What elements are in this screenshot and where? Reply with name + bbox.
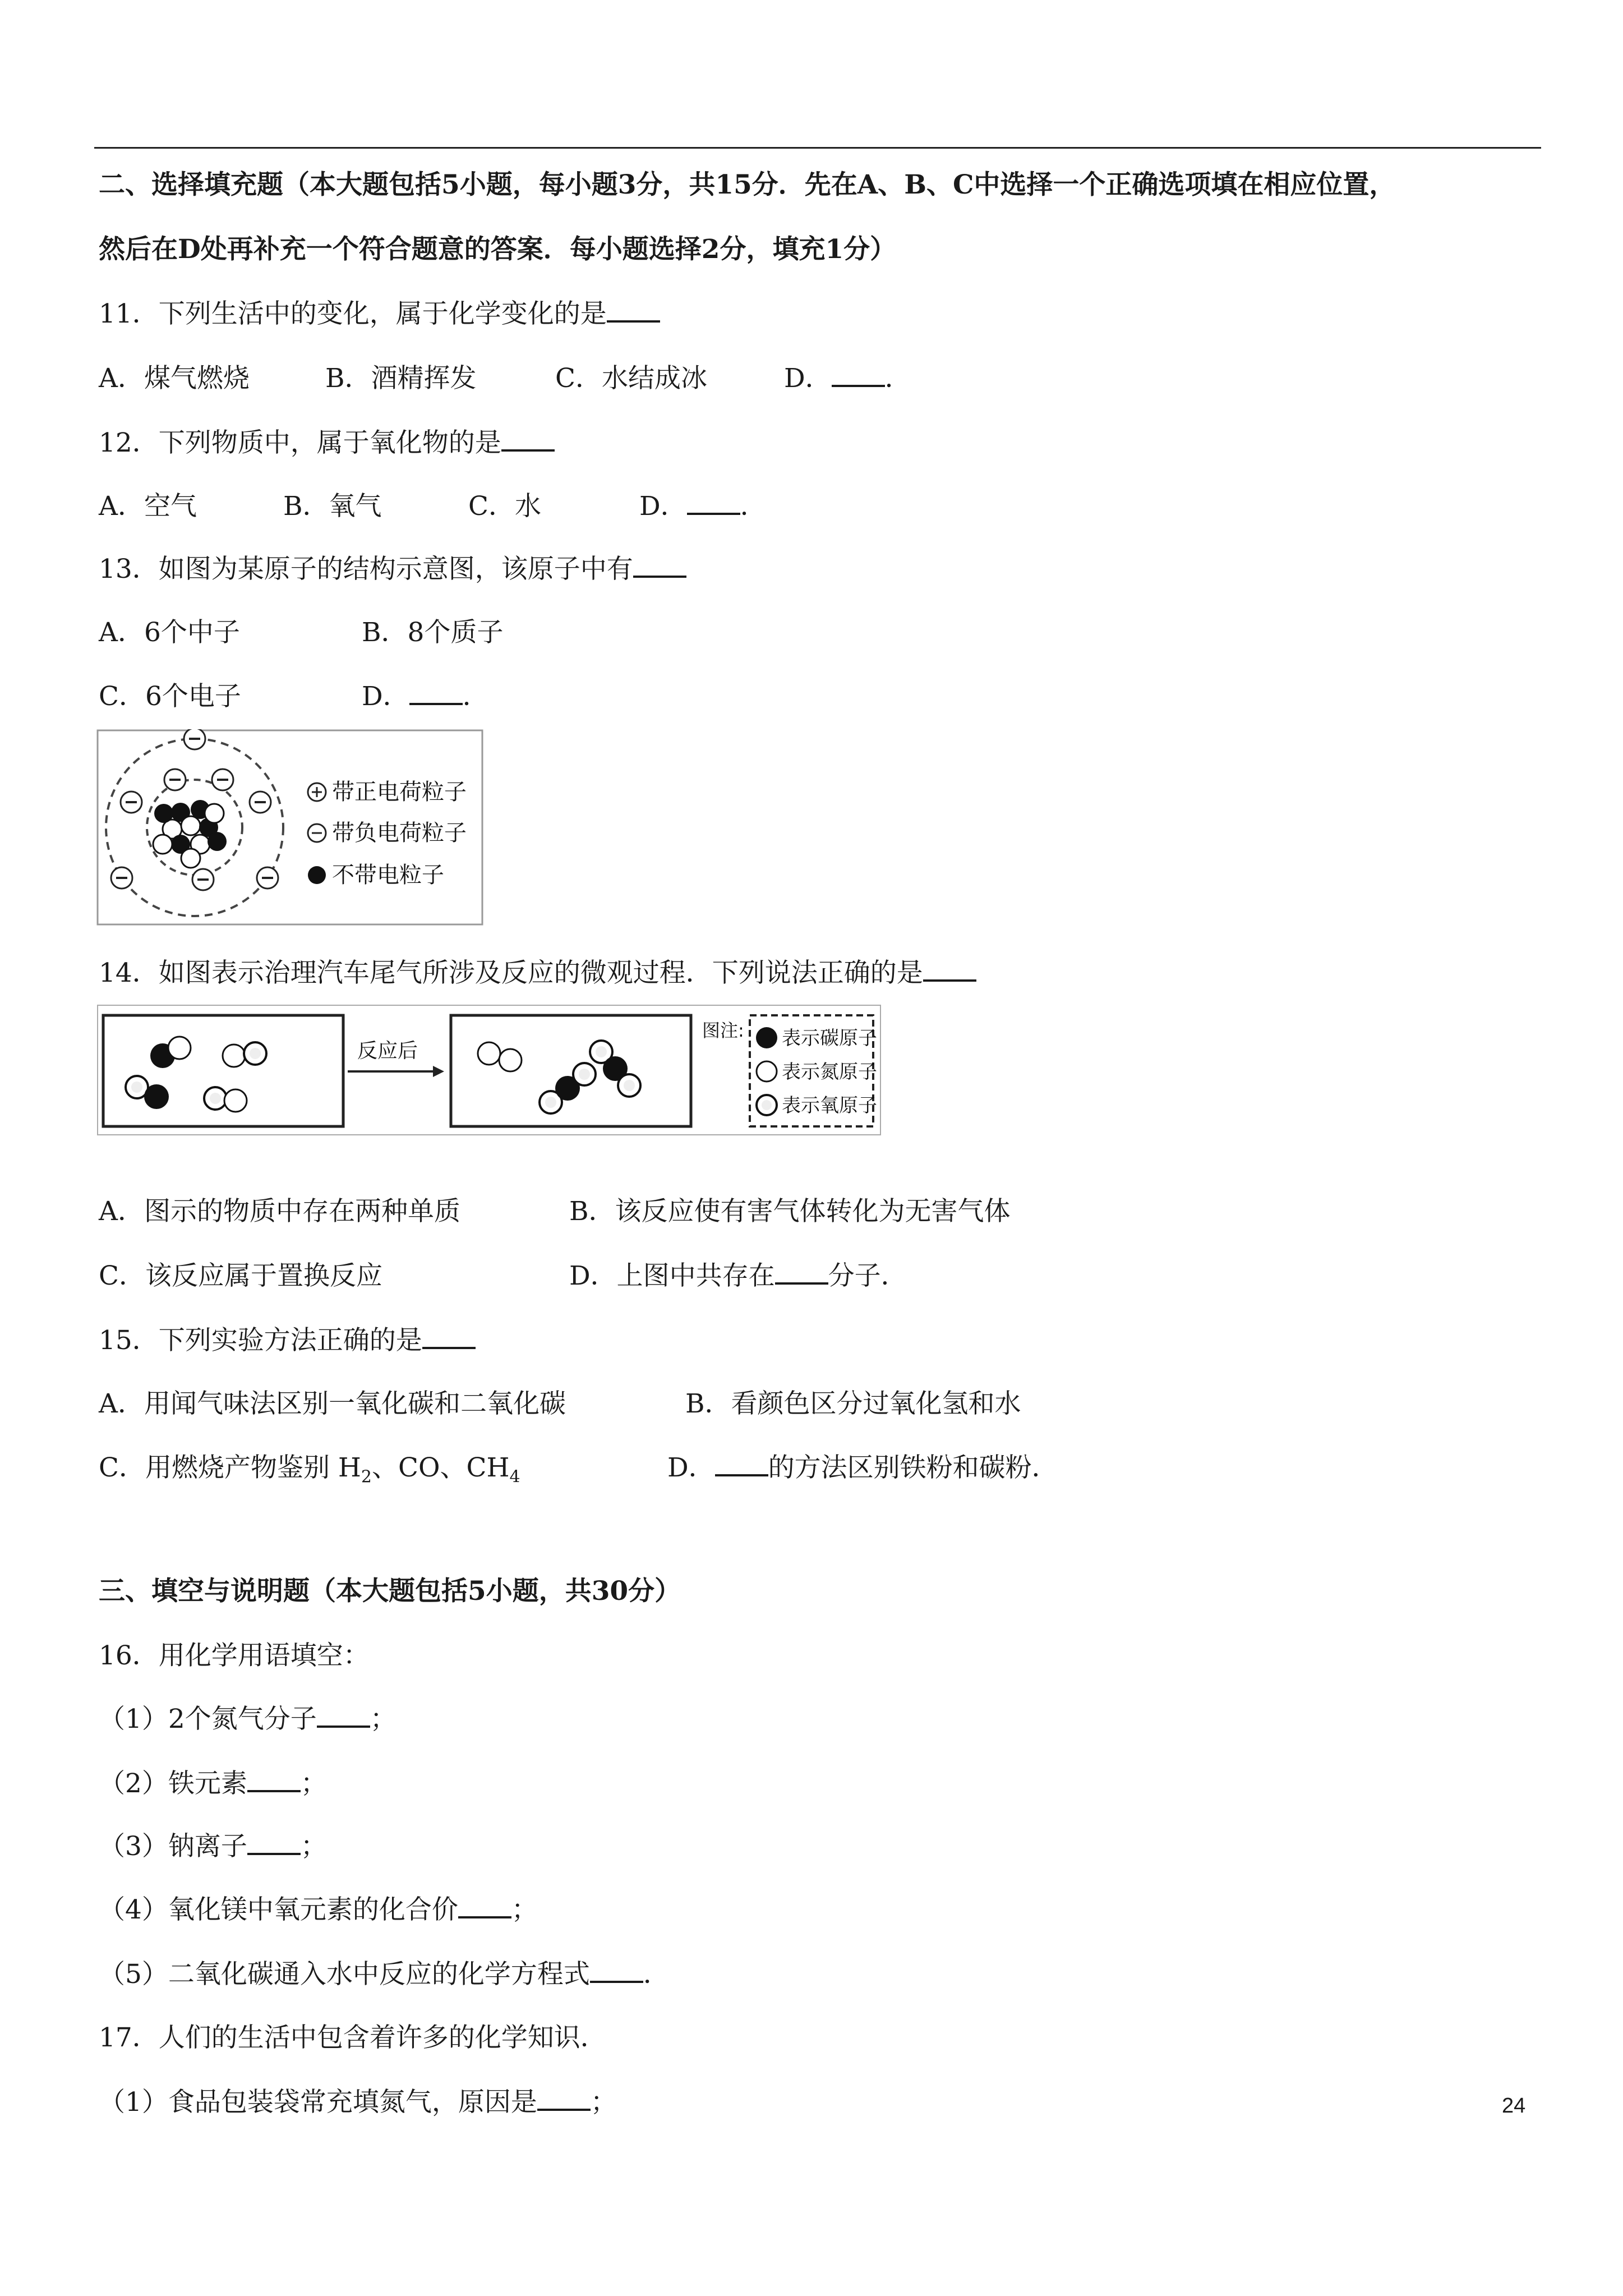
answer-blank	[247, 1768, 301, 1792]
legend-carbon-label: 表示碳原子	[782, 1027, 877, 1050]
answer-blank	[501, 427, 555, 452]
q11-option-b: B．酒精挥发	[325, 363, 477, 394]
answer-blank	[633, 553, 686, 578]
answer-blank	[832, 362, 885, 387]
q13-option-b: B．8个质子	[362, 617, 504, 648]
answer-blank	[317, 1703, 370, 1728]
q11-option-d: D． ．	[784, 363, 911, 394]
q13-option-d: D． ．	[362, 681, 489, 712]
neutral-particle-icon	[308, 866, 326, 884]
q15-option-c: C．用燃烧产物鉴别 $H_2$、CO、$CH_4$	[99, 1452, 520, 1487]
q16-item-4: （4）氧化镁中氧元素的化合价 ；	[99, 1894, 538, 1925]
legend-negative-label: 带负电荷粒子	[332, 820, 467, 846]
products-box	[451, 1015, 691, 1126]
section-2-heading-line-1: 二、选择填充题（本大题包括5小题，每小题3分，共15分．先在A、B、C中选择一个正确选项填在相应位置，	[99, 169, 1396, 200]
q16-stem: 16．用化学用语填空：	[99, 1640, 370, 1671]
answer-blank	[409, 680, 463, 705]
q15-option-b: B．看颜色区分过氧化氢和水	[685, 1388, 1021, 1419]
q16-item-3: （3）钠离子 ；	[99, 1831, 327, 1862]
q13-option-a: A．6个中子	[99, 617, 240, 648]
legend-nitrogen-label: 表示氮原子	[782, 1061, 877, 1083]
legend-title: 图注:	[702, 1020, 744, 1041]
arrow-label: 反应后	[357, 1039, 418, 1062]
q16-item-5: （5）二氧化碳通入水中反应的化学方程式 ．	[99, 1959, 670, 1990]
q16-item-1: （1）2个氮气分子 ；	[99, 1704, 396, 1734]
legend-positive-label: 带正电荷粒子	[332, 779, 467, 805]
q14-option-a: A．图示的物质中存在两种单质	[99, 1196, 460, 1227]
answer-blank	[715, 1452, 768, 1476]
q12-option-b: B．氧气	[283, 491, 382, 522]
legend-neutral-label: 不带电粒子	[332, 862, 444, 888]
q12-option-a: A．空气	[99, 491, 197, 522]
reactants-box	[103, 1015, 343, 1126]
q11-option-a: A．煤气燃烧	[99, 363, 250, 394]
section-2-heading-line-2: 然后在D处再补充一个符合题意的答案．每小题选择2分，填充1分）	[99, 234, 897, 265]
q11-option-c: C．水结成冰	[555, 363, 707, 394]
answer-blank	[923, 957, 976, 982]
answer-blank	[458, 1894, 511, 1918]
q16-item-2: （2）铁元素 ；	[99, 1768, 327, 1799]
answer-blank	[422, 1324, 476, 1349]
section-3-heading: 三、填空与说明题（本大题包括5小题，共30分）	[99, 1576, 681, 1607]
q14-option-d: D．上图中共存在 分子．	[569, 1260, 907, 1291]
nitrogen-atom-icon	[757, 1061, 777, 1082]
q11-stem: 11．下列生活中的变化，属于化学变化的是	[99, 297, 660, 331]
answer-blank	[590, 1958, 643, 1983]
atom-structure-figure	[96, 729, 483, 926]
atom-legend	[308, 779, 467, 888]
q12-stem: 12．下列物质中，属于氧化物的是	[99, 426, 555, 460]
q15-stem: 15．下列实验方法正确的是	[99, 1324, 476, 1358]
answer-blank	[537, 2086, 591, 2111]
q15-option-d: D． 的方法区别铁粉和碳粉．	[667, 1452, 1058, 1483]
answer-blank	[775, 1260, 828, 1285]
page-number: 24	[1502, 2094, 1526, 2118]
q15-option-a: A．用闻气味法区别一氧化碳和二氧化碳	[99, 1388, 566, 1419]
reaction-figure	[96, 1004, 882, 1136]
q17-stem: 17．人们的生活中包含着许多的化学知识．	[99, 2022, 607, 2053]
q14-stem: 14．如图表示治理汽车尾气所涉及反应的微观过程．下列说法正确的是	[99, 956, 976, 990]
legend-oxygen-label: 表示氧原子	[782, 1094, 877, 1117]
q13-option-c: C．6个电子	[99, 681, 241, 712]
q12-option-c: C．水	[468, 491, 541, 522]
top-rule	[94, 147, 1541, 149]
carbon-atom-icon	[756, 1027, 777, 1048]
q12-option-d: D． ．	[639, 491, 767, 522]
q14-option-b: B．该反应使有害气体转化为无害气体	[569, 1196, 1011, 1227]
q13-stem: 13．如图为某原子的结构示意图，该原子中有	[99, 553, 686, 586]
answer-blank	[607, 298, 660, 323]
answer-blank	[687, 490, 740, 515]
q17-item-1: （1）食品包装袋常充填氮气，原因是 ；	[99, 2087, 617, 2118]
q14-option-c: C．该反应属于置换反应	[99, 1260, 382, 1291]
answer-blank	[247, 1830, 301, 1855]
